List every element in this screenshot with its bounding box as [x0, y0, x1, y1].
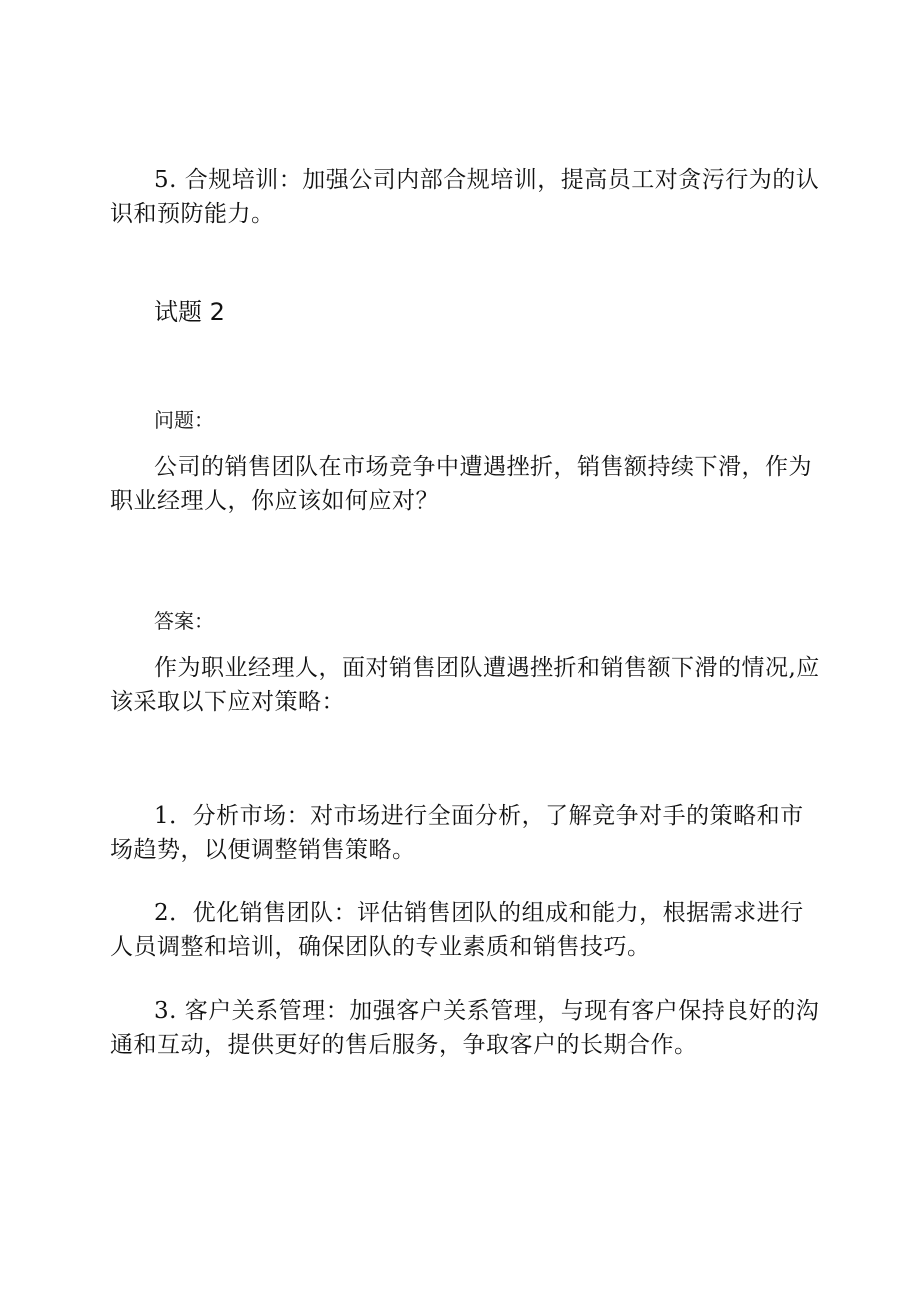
answer-label: 答案：	[154, 609, 214, 633]
compliance-training-item: 5. 合规培训：加强公司内部合规培训，提高员工对贪污行为的认识和预防能力。	[110, 167, 820, 227]
strategy-item-analysis: 1．分析市场：对市场进行全面分析，了解竞争对手的策略和市场趋势，以便调整销售策略。	[110, 803, 804, 863]
section-title: 试题 2	[154, 298, 225, 326]
question-label: 问题：	[154, 408, 214, 432]
strategy-item-team: 2．优化销售团队：评估销售团队的组成和能力，根据需求进行人员调整和培训，确保团队的专业素质和销售技巧。	[110, 900, 804, 960]
strategy-item-customer: 3. 客户关系管理：加强客户关系管理，与现有客户保持良好的沟通和互动，提供更好的售后服务，争取客户的长期合作。	[110, 998, 820, 1058]
answer-intro: 作为职业经理人，面对销售团队遭遇挫折和销售额下滑的情况,应该采取以下应对策略：	[110, 655, 820, 715]
question-text: 公司的销售团队在市场竞争中遭遇挫折，销售额持续下滑，作为职业经理人，你应该如何应对？	[110, 454, 812, 514]
